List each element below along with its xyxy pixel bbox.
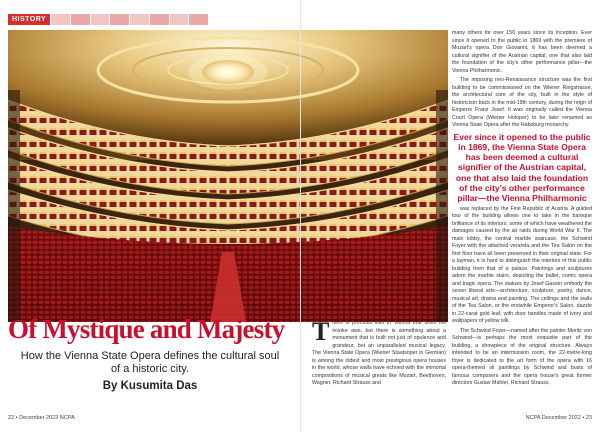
folio-right: NCPA December 2022 • 23 (525, 415, 592, 421)
section-stripe (51, 14, 70, 25)
body-column-2 (452, 30, 592, 402)
page-fold (300, 0, 301, 432)
section-stripe (150, 14, 169, 25)
pull-quote: Ever since it opened to the public in 1869, the Vienna State Opera has been deemed a cultural signifier of the Austrian capital, one that also laid the foundation of the city's other performance pillar—the Vienna Philharmonic (453, 131, 591, 204)
section-stripe (130, 14, 149, 25)
article-byline: By Kusumita Das (102, 380, 198, 392)
opera-hall-photo (8, 30, 448, 322)
article-deck: How the Vienna State Opera defines the cultural soul of a historic city. (20, 350, 280, 375)
body-column-1 (312, 320, 446, 405)
opera-hall-illustration (8, 30, 448, 322)
body-paragraph: The imposing neo-Renaissance structure was the first building to be commissioned on the Wiener Ringstrasse, the architectural core of the city, built in the style of historicism back in the mid-19th century, during the reign of Emperor Franz Josef. It was originally called the Vienna Court Opera (Wiener Hofoper) to be later renamed as Vienna State Opera after the Habsburg monarchy (452, 77, 592, 128)
section-stripe (71, 14, 90, 25)
drop-cap: T (312, 320, 330, 346)
section-stripe (91, 14, 110, 25)
section-stripe (110, 14, 129, 25)
article-headline: Of Mystique and Majesty (8, 314, 285, 344)
folio-left: 22 • December 2022 NCPA (8, 415, 75, 421)
section-stripe (170, 14, 189, 25)
section-bar (8, 14, 208, 25)
body-paragraph: There is precious little in Vienna that does not invoke awe, but there is something about a monument that is built not just of opulence and grandeur, but an unparalleled musical legacy. The Vienna State Opera (Wiener Staatsoper in German) is among the oldest and most prestigious opera houses in the world, whose walls have echoed with the immortal compositions of musical greats like Mozart, Beethoven, Wagner, Richard Strauss and (312, 320, 446, 386)
body-paragraph: many others for over 150 years since its inception. Ever since it opened to the public in 1869 with the premiere of Mozart's opera Don Giovanni, it has been deemed a cultural signifier of the Austrian capital, one that also laid the foundation of the city's other performance pillar—the Vienna Philharmonic. (452, 30, 592, 74)
section-label: HISTORY (8, 14, 50, 25)
section-stripe (189, 14, 208, 25)
body-paragraph: was replaced by the First Republic of Austria. A guided tour of the building allows one to take in the baroque brilliance of its interiors, some of which have weathered the damages caused by the air raids during World War II. The main lobby, the central marble staircase, the Schwind Foyer with the attached veranda and the Tea Salon on the first floor have all been preserved in their original state. For a layman, it is hard to distinguish the interiors of this public building from that of a palace. Paintings and sculptures adorn the marble stairs, depicting the ballet, comic opera and tragic opera. The statues by Josef Gasser embody the seven liberal arts—architecture, sculpture, poetry, dance, musical art, drama and painting. The ceilings and the walls of the Tea Salon, or the erstwhile Emperor's Salon, dazzle in 22-carat gold leaf, with door handles made of ivory and wallpapers of yellow silk. (452, 205, 592, 325)
body-paragraph: The Schwind Foyer—named after the painter Moritz von Schwind—is perhaps the most exquisite part of the building, a showpiece of the original structure. Always intended to be an intermission room, the 22-metre-long foyer is dedicated to the art form of the opera with 16 opera-themed oil paintings by Schwind and busts of famous composers and the opera house's great former directors Gustav Mahler, Richard Strauss, (452, 327, 592, 387)
